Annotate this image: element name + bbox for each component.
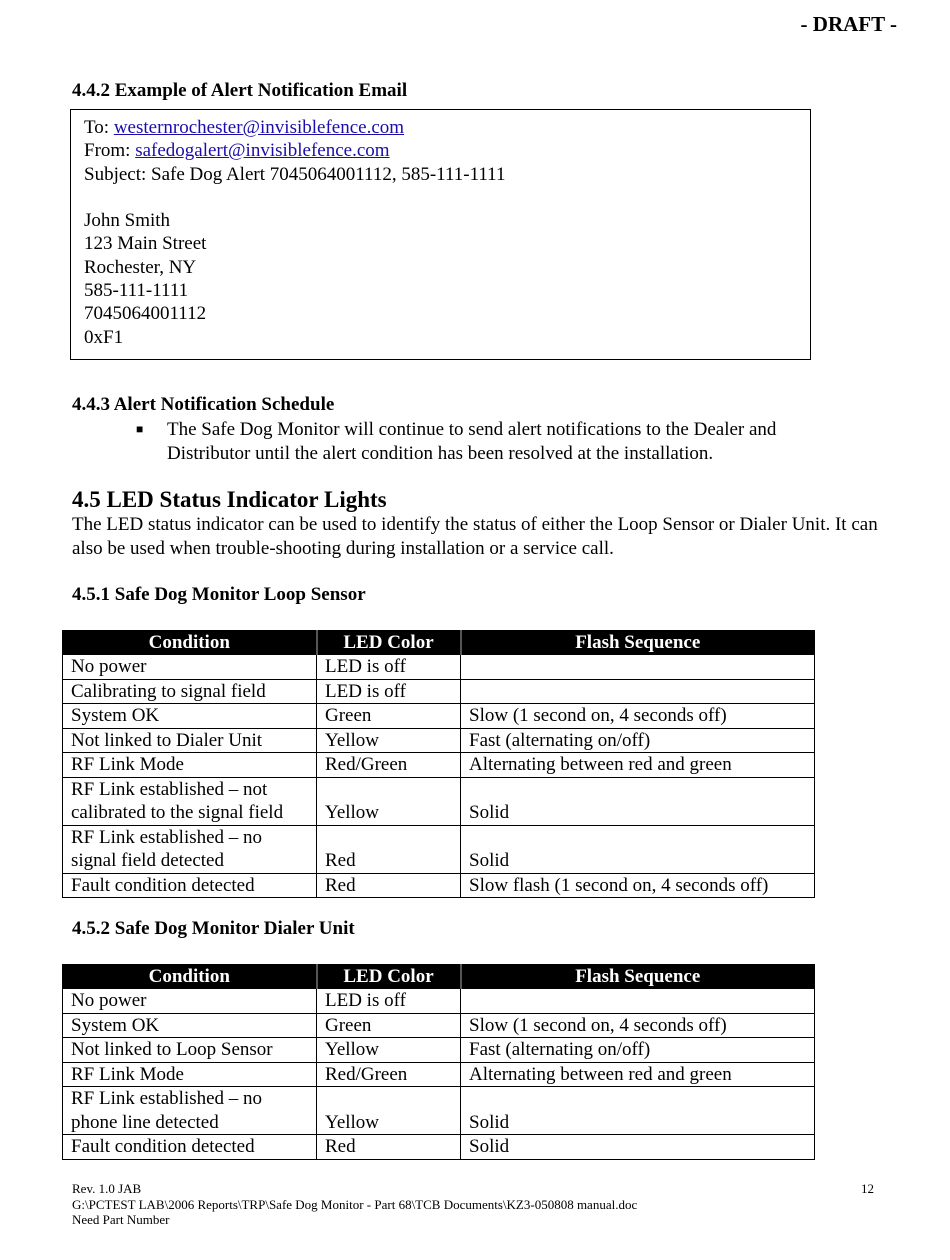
dialer-unit-led-table — [62, 964, 815, 1160]
cell-flash-sequence: Alternating between red and green — [461, 753, 815, 778]
bullet-item — [136, 418, 856, 465]
cell-condition-line: RF Link established – not — [71, 778, 268, 800]
table-row — [63, 655, 815, 680]
cell-flash-sequence: Alternating between red and green — [461, 1062, 815, 1087]
table-row — [63, 873, 815, 898]
footer-revision: Rev. 1.0 JAB — [72, 1181, 142, 1196]
cell-condition-line: Fault condition detected — [71, 1136, 255, 1157]
cell-flash-sequence: Slow (1 second on, 4 seconds off) — [461, 704, 815, 729]
table-row — [63, 1038, 815, 1063]
cell-condition — [63, 1087, 317, 1135]
cell-condition — [63, 873, 317, 898]
table-header-row — [63, 631, 815, 655]
table-row — [63, 1135, 815, 1160]
email-to-label: To: — [84, 117, 114, 138]
cell-condition-line: signal field detected — [71, 850, 224, 871]
cell-condition — [63, 655, 317, 680]
bullet-text: The Safe Dog Monitor will continue to send alert notifications to the Dealer and Distributor until the alert condition has been resolved at the installation. — [167, 419, 777, 464]
table-row — [63, 1087, 815, 1135]
cell-condition — [63, 704, 317, 729]
led-intro-paragraph: The LED status indicator can be used to identify the status of either the Loop Sensor or Dialer Unit. It can also be used when trouble-shooting during installation or a service call. — [72, 514, 878, 559]
cell-led-color: Red/Green — [317, 1062, 461, 1087]
cell-condition — [63, 728, 317, 753]
cell-condition — [63, 1038, 317, 1063]
cell-condition-line: calibrated to the signal field — [71, 802, 284, 823]
cell-condition — [63, 679, 317, 704]
cell-led-color: Green — [317, 1013, 461, 1038]
cell-led-color: Red — [317, 873, 461, 898]
cell-condition-line: RF Link established – no — [71, 826, 263, 848]
cell-condition — [63, 1135, 317, 1160]
cell-flash-sequence: Solid — [461, 825, 815, 873]
cell-condition — [63, 989, 317, 1014]
draft-watermark-header: - DRAFT - — [800, 12, 897, 36]
email-body-line: Rochester, NY — [84, 256, 197, 278]
cell-condition — [63, 777, 317, 825]
email-body-line: 123 Main Street — [84, 233, 207, 255]
cell-led-color: Yellow — [317, 728, 461, 753]
cell-flash-sequence: Fast (alternating on/off) — [461, 728, 815, 753]
cell-condition-line: Not linked to Dialer Unit — [71, 729, 263, 751]
cell-flash-sequence: Solid — [461, 1135, 815, 1160]
section-title-4-4-2: 4.4.2 Example of Alert Notification Email — [72, 80, 408, 101]
cell-led-color: Yellow — [317, 1038, 461, 1063]
table-row — [63, 825, 815, 873]
table-row — [63, 679, 815, 704]
cell-condition-line: RF Link Mode — [71, 1063, 184, 1085]
email-to-link[interactable]: westernrochester@invisiblefence.com — [113, 117, 405, 138]
section-title-4-4-3: 4.4.3 Alert Notification Schedule — [72, 394, 335, 415]
cell-led-color: Red/Green — [317, 753, 461, 778]
table-row — [63, 1062, 815, 1087]
footer-file-path: G:\PCTEST LAB\2006 Reports\TRP\Safe Dog Monitor - Part 68\TCB Documents\KZ3-050808 manual.doc — [72, 1196, 638, 1212]
cell-flash-sequence — [461, 679, 815, 704]
column-header-condition: Condition — [63, 965, 317, 989]
cell-condition-line: phone line detected — [71, 1111, 219, 1133]
cell-flash-sequence: Fast (alternating on/off) — [461, 1038, 815, 1063]
cell-condition-line: Calibrating to signal field — [71, 680, 266, 702]
email-from-label: From: — [84, 140, 136, 162]
loop-sensor-led-table — [62, 630, 815, 898]
email-subject-line: Subject: Safe Dog Alert 7045064001112, 585-111-1111 — [84, 163, 506, 185]
cell-led-color: Yellow — [317, 777, 461, 825]
email-from-line — [84, 139, 797, 162]
cell-condition-line: System OK — [71, 1014, 160, 1036]
cell-condition-line: RF Link Mode — [71, 754, 184, 775]
cell-flash-sequence: Solid — [461, 777, 815, 825]
page-number: 12 — [861, 1181, 874, 1196]
cell-flash-sequence — [461, 989, 815, 1014]
cell-flash-sequence — [461, 655, 815, 680]
email-example-box — [70, 109, 811, 360]
table-row — [63, 777, 815, 825]
email-body-line: John Smith — [84, 210, 171, 232]
cell-flash-sequence: Slow (1 second on, 4 seconds off) — [461, 1013, 815, 1038]
column-header-condition: Condition — [63, 631, 317, 655]
footer-note: Need Part Number — [72, 1212, 170, 1227]
column-header-led-color: LED Color — [317, 631, 461, 655]
email-body-line: 0xF1 — [84, 326, 124, 348]
cell-condition — [63, 1013, 317, 1038]
email-body-line: 7045064001112 — [84, 303, 207, 325]
column-header-led-color: LED Color — [317, 965, 461, 989]
email-from-link[interactable]: safedogalert@invisiblefence.com — [135, 140, 390, 162]
cell-flash-sequence: Slow flash (1 second on, 4 seconds off) — [461, 873, 815, 898]
cell-flash-sequence: Solid — [461, 1087, 815, 1135]
cell-condition-line: System OK — [71, 705, 160, 726]
table-row — [63, 1013, 815, 1038]
table-header-row — [63, 965, 815, 989]
email-to-line — [84, 116, 797, 139]
cell-led-color: Yellow — [317, 1087, 461, 1135]
section-title-4-5: 4.5 LED Status Indicator Lights — [72, 487, 387, 512]
cell-led-color: LED is off — [317, 989, 461, 1014]
table-row — [63, 704, 815, 729]
cell-led-color: LED is off — [317, 655, 461, 680]
page-footer — [72, 1181, 637, 1228]
column-header-flash-sequence: Flash Sequence — [461, 631, 815, 655]
email-body-line: 585-111-1111 — [84, 280, 189, 302]
cell-condition — [63, 1062, 317, 1087]
column-header-flash-sequence: Flash Sequence — [461, 965, 815, 989]
cell-condition-line: Fault condition detected — [71, 874, 255, 896]
cell-led-color: Red — [317, 825, 461, 873]
table-row — [63, 989, 815, 1014]
cell-condition-line: No power — [71, 990, 147, 1011]
email-blank-line — [84, 186, 797, 209]
cell-led-color: Green — [317, 704, 461, 729]
cell-led-color: LED is off — [317, 679, 461, 704]
table-row — [63, 728, 815, 753]
table-row — [63, 753, 815, 778]
cell-condition — [63, 753, 317, 778]
bullet-square-icon: ■ — [136, 422, 144, 436]
cell-condition-line: No power — [71, 656, 147, 677]
cell-condition — [63, 825, 317, 873]
section-title-4-5-1: 4.5.1 Safe Dog Monitor Loop Sensor — [72, 584, 366, 605]
cell-condition-line: RF Link established – no — [71, 1088, 263, 1109]
cell-condition-line: Not linked to Loop Sensor — [71, 1039, 273, 1060]
cell-led-color: Red — [317, 1135, 461, 1160]
section-title-4-5-2: 4.5.2 Safe Dog Monitor Dialer Unit — [72, 918, 355, 939]
